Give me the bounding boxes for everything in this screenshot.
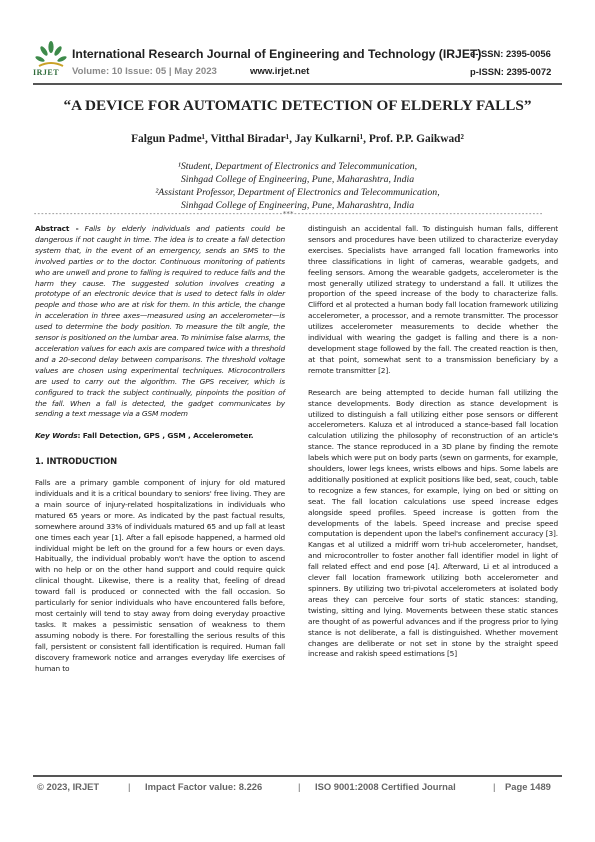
footer-separator: | [298,781,301,792]
footer-impact-factor: Impact Factor value: 8.226 [145,781,263,792]
volume-issue: Volume: 10 Issue: 05 | May 2023 [72,66,217,77]
affiliation-line: ¹Student, Department of Electronics and Telecommunication, [177,161,418,172]
e-issn: e-ISSN: 2395-0056 [470,48,551,59]
abstract [35,224,285,420]
footer-page-number: Page 1489 [505,781,551,792]
abstract-label: Abstract - [35,224,79,233]
footer-separator: | [128,781,131,792]
section-heading-introduction: 1. INTRODUCTION [35,456,117,467]
keywords-text: : Fall Detection, GPS , GSM , Accelerometer. [77,431,254,441]
intro-paragraph: Falls are a primary gamble component of injury for old matured individuals and it is a critical boundary to seniors' free living. They are a main source of injury-related hospitalizations in individuals who matured 65 years or more. As indicated by the past factual results, somewhere around 33% of individuals matured 65 and up fall at least one times each year [1]. After a fall episode happened, a harmed old individual might be left on the ground for a few hours or even days. Habitually, the individual probably won't have the option to ascend with no help or on the other hand support and could require quick clinical thought. Likewise, there is a reality that, feeling of dread toward fall is produced or connected with the fall occasion. So particularly for senior individuals who have encountered falls before, most certainly will tend to stay away from doing everyday proactive tasks. It makes a pessimistic sensation of weakness to them assuming nobody is there. For forestalling the serious results of this fall, persistent or consistent fall identification is required. Human fall discovery framework notice and arranges everyday life exercises of human to [35,478,285,673]
footer-separator: | [493,781,496,792]
right-column [308,224,558,660]
journal-title: International Research Journal of Engineering and Technology (IRJET) [72,47,482,61]
affiliation-line: Sinhgad College of Engineering, Pune, Maharashtra, India [180,200,415,211]
paper-authors: Falgun Padme¹, Vitthal Biradar¹, Jay Kulkarni¹, Prof. P.P. Gaikwad² [131,133,464,145]
footer-iso: ISO 9001:2008 Certified Journal [315,781,456,792]
footer-rule [33,775,562,777]
header-rule [33,83,562,85]
affiliation-line: Sinhgad College of Engineering, Pune, Maharashtra, India [180,174,415,185]
left-column [35,224,285,674]
keywords-label: Key Words [35,431,78,441]
keywords [35,431,285,442]
section-divider: ---------------------------------------------------------------------***--------------------------------------------------------------------- [33,210,543,218]
abstract-text: Falls by elderly individuals and patients could be dangerous if not caught in time. The idea is to create a fall detection system that, in the event of an emergency, sends an SMS to the involved parties or to the doctor. Continuous monitoring of patients who are unwell and prone to falling is required to reduce falls and the harm they cause. The suggested solution involves creating a prototype of an electronic device that is used to detect falls in older people and those who are at risk for them. In this article, the change in acceleration in three axes—measured using an accelerometer—is used to determine the body position. To measure the tilt angle, the sensor is positioned on the lumbar area. To minimise false alarms, the acceleration values for each axis are compared twice with a threshold and a 20-second delay between comparisons. The threshold voltage values are chosen using experimental techniques. Microcontrollers are used to carry out the algorithm. The GPS receiver, which is configured to track the subject continually, pinpoints the position of the fall. When a fall is detected, the gadget communicates by sending a text message via a GSM modem [35,224,285,419]
body-paragraph: Research are being attempted to decide human fall utilizing the stance developments. Body direction as stance development is utilized to distinguish a fall utilizing either pose sensors or different accelerometers. Kaluza et al introduced a stance-based fall location calculation utilizing the philosophy of reconstruction of an article's stance. The stance reproduced in a 3D plane by finding the remote labels which were put on body parts (sewn on garments, for example, shoulders, lower legs knees, wrists elbows and hips. Some labels are additionally positioned at explicit positions like bed, seat, couch, table to recognize a few stances, for example, lying on bed or sitting on seat. The fall location calculations use speed increase edges alongside speed profiles. Speed increase is gotten from the developments of the labels. Speed increase and precise speed computation is dependent upon the label's confinement accuracy [3]. Kangas et al utilized a midriff worn tri-hub accelerometer, handset, and microcontroller to foster another fall identifier model in light of fall related effect and end pose [4]. Afterward, Li et al introduced a clever fall location framework utilizing both accelerometer and spinners. By utilizing two tri-pivotal accelerometers at isolated body areas they can perceive four sorts of static stances: standing, twisting, sitting and lying. Movements between these static stances are thought of as powerful advances and if the progress prior to lying stance is not deliberate, a fall is distinguished. Whether movement changes are deliberate or not set in stone by the straight speed increase and rakish speed estimations [5] [308,387,558,659]
body-paragraph: distinguish an accidental fall. To distinguish human falls, different sensors and procedures have been utilized to characterize everyday exercises. Specialists have arranged fall location frameworks into three classifications in light of cameras, wearable gadgets, and feeling sensors. Among the wearable gadgets, accelerometer is the most generally utilized strategy to understand a fall. It utilizes the proportion of the speed increase of the body to characterize falls. Clifford et al protected a human body fall location framework utilizing accelerometer, a processor, and a remote transmitter. The processor utilizes accelerometer measurements to decide whether the individual with wearing the gadget is falling and there is a non-development stage followed by the fall. The created reaction is then, at that point, somewhat sent to a transmission beneficiary by a remote transmitter [2]. [308,224,558,375]
footer-copyright: © 2023, IRJET [37,781,100,792]
affiliation-line: ²Assistant Professor, Department of Electronics and Telecommunication, [155,187,440,198]
journal-website-link[interactable]: www.irjet.net [250,66,310,77]
paper-title: “A DEVICE FOR AUTOMATIC DETECTION OF ELDERLY FALLS” [63,97,532,114]
logo-text: IRJET [33,68,60,77]
p-issn: p-ISSN: 2395-0072 [470,66,552,77]
